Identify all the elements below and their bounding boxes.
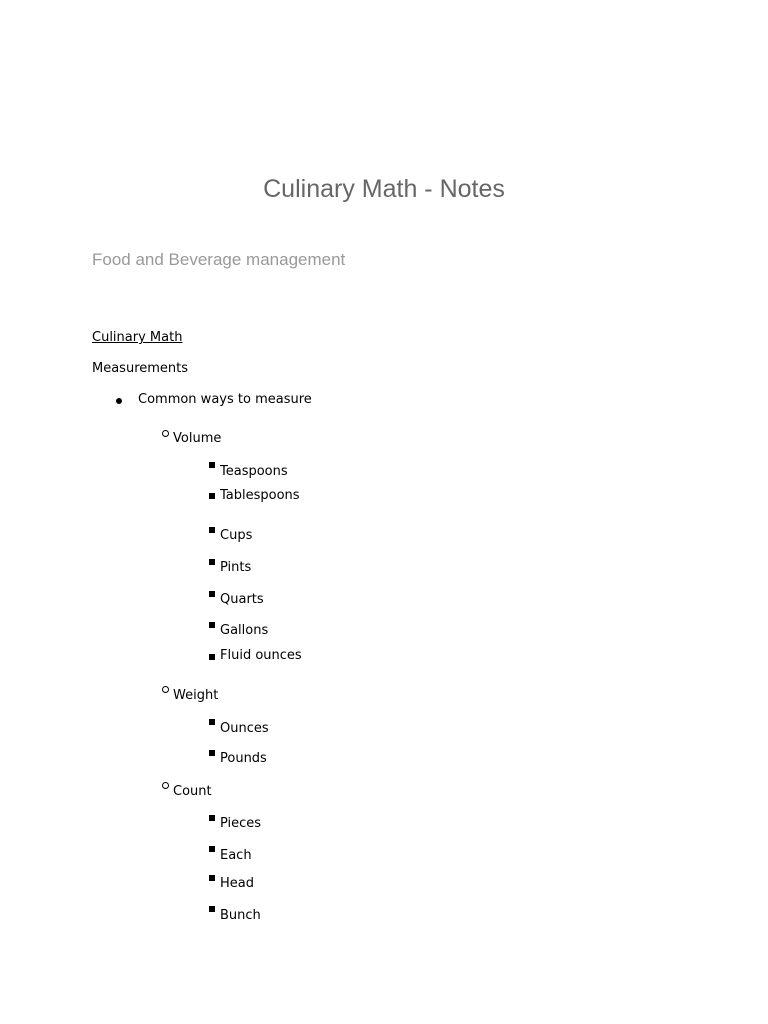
document-title: Culinary Math - Notes xyxy=(263,175,505,203)
list-item: Bunch xyxy=(220,908,261,923)
bullet-square-icon xyxy=(209,591,215,597)
list-item: Cups xyxy=(220,528,253,543)
list-item: Tablespoons xyxy=(220,488,300,503)
bullet-circle-icon xyxy=(162,686,169,693)
bullet-circle-icon xyxy=(162,430,169,437)
bullet-square-icon xyxy=(209,559,215,565)
list-item: Gallons xyxy=(220,623,269,638)
list-item: Quarts xyxy=(220,592,264,607)
list-item-volume: Volume xyxy=(173,431,222,446)
bullet-square-icon xyxy=(209,462,215,468)
document-subtitle: Food and Beverage management xyxy=(92,250,346,269)
bullet-square-icon xyxy=(209,493,215,499)
bullet-square-icon xyxy=(209,815,215,821)
bullet-square-icon xyxy=(209,719,215,725)
bullet-square-icon xyxy=(209,750,215,756)
bullet-square-icon xyxy=(209,622,215,628)
list-item: Fluid ounces xyxy=(220,648,302,663)
bullet-disc-icon xyxy=(116,398,122,404)
list-item-count: Count xyxy=(173,784,212,799)
list-item: Pounds xyxy=(220,751,267,766)
list-item: Ounces xyxy=(220,721,269,736)
list-item: Pieces xyxy=(220,816,262,831)
bullet-square-icon xyxy=(209,527,215,533)
bullet-square-icon xyxy=(209,846,215,852)
bullet-square-icon xyxy=(209,875,215,881)
bullet-square-icon xyxy=(209,906,215,912)
section-heading: Culinary Math xyxy=(92,330,183,345)
list-item-weight: Weight xyxy=(173,688,219,703)
subsection-heading: Measurements xyxy=(92,361,189,376)
list-item: Each xyxy=(220,848,252,863)
bullet-circle-icon xyxy=(162,782,169,789)
list-item: Pints xyxy=(220,560,252,575)
bullet-square-icon xyxy=(209,654,215,660)
list-item: Head xyxy=(220,876,254,891)
list-item: Teaspoons xyxy=(220,464,288,479)
list-item-common-ways: Common ways to measure xyxy=(138,392,312,407)
